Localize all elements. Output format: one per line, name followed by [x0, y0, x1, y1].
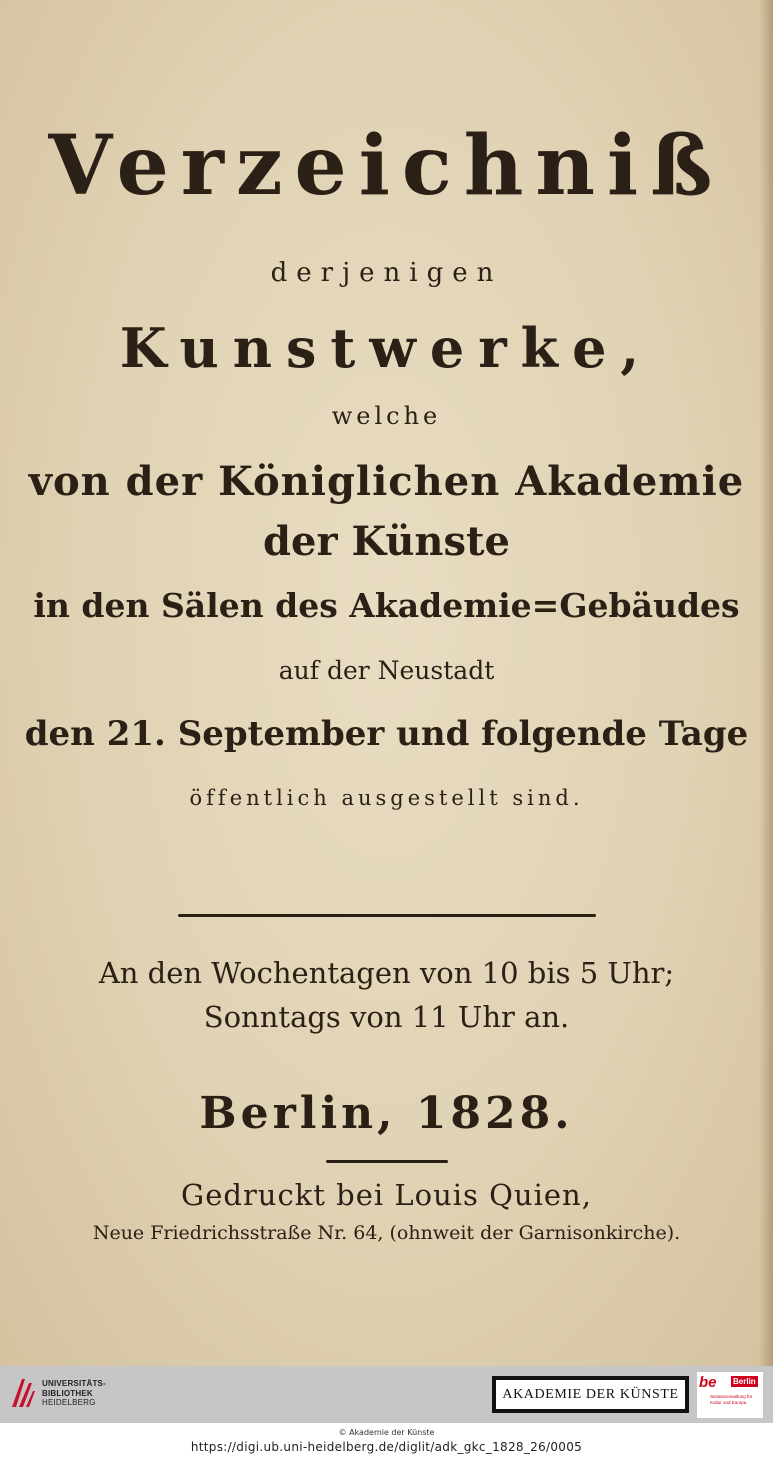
ub-heidelberg-logo[interactable]	[10, 1373, 120, 1413]
ub-heidelberg-logo-text	[42, 1379, 106, 1408]
line-akademie: von der Königlichen Akademie	[28, 458, 745, 505]
line-drucker: Gedruckt bei Louis Quien,	[181, 1178, 592, 1212]
line-adresse: Neue Friedrichsstraße Nr. 64, (ohnweit der Garnisonkirche).	[92, 1222, 681, 1244]
ub-logo-line-1: UNIVERSITÄTS-	[42, 1379, 106, 1388]
be-logo-subtitle: Senatsverwaltung für Kultur und Europa	[710, 1394, 753, 1405]
copyright-text: © Akademie der Künste	[338, 1428, 435, 1437]
akademie-der-kuenste-logo[interactable]	[492, 1376, 689, 1413]
line-ort: Berlin, 1828.	[199, 1088, 574, 1139]
divider-rule	[178, 914, 596, 917]
be-berlin-logo[interactable]	[697, 1372, 763, 1418]
line-wochentage: An den Wochentagen von 10 bis 5 Uhr;	[98, 956, 675, 990]
line-ausgestellt: öffentlich ausgestellt sind.	[189, 786, 584, 810]
line-kuenste: der Künste	[263, 518, 510, 565]
line-kunstwerke: Kunstwerke,	[119, 316, 654, 380]
be-logo-berlin: Berlin	[733, 1377, 756, 1386]
document-title: Verzeichniß	[48, 118, 725, 214]
line-sonntags: Sonntags von 11 Uhr an.	[203, 1000, 570, 1034]
line-datum: den 21. September und folgende Tage	[24, 714, 749, 754]
line-saelen: in den Sälen des Akademie=Gebäudes	[33, 586, 740, 625]
short-divider-rule	[326, 1160, 448, 1163]
be-logo-be: be	[699, 1374, 717, 1391]
adk-logo-text: AKADEMIE DER KÜNSTE	[495, 1379, 686, 1410]
permalink-url[interactable]: https://digi.ub.uni-heidelberg.de/diglit/adk_gkc_1828_26/0005	[190, 1440, 583, 1454]
line-derjenigen: derjenigen	[270, 258, 503, 288]
line-welche: welche	[331, 402, 442, 430]
ub-logo-line-3: HEIDELBERG	[42, 1398, 96, 1407]
ub-heidelberg-emblem-icon	[10, 1377, 36, 1409]
line-neustadt: auf der Neustadt	[278, 656, 495, 685]
ub-logo-line-2: BIBLIOTHEK	[42, 1388, 93, 1398]
